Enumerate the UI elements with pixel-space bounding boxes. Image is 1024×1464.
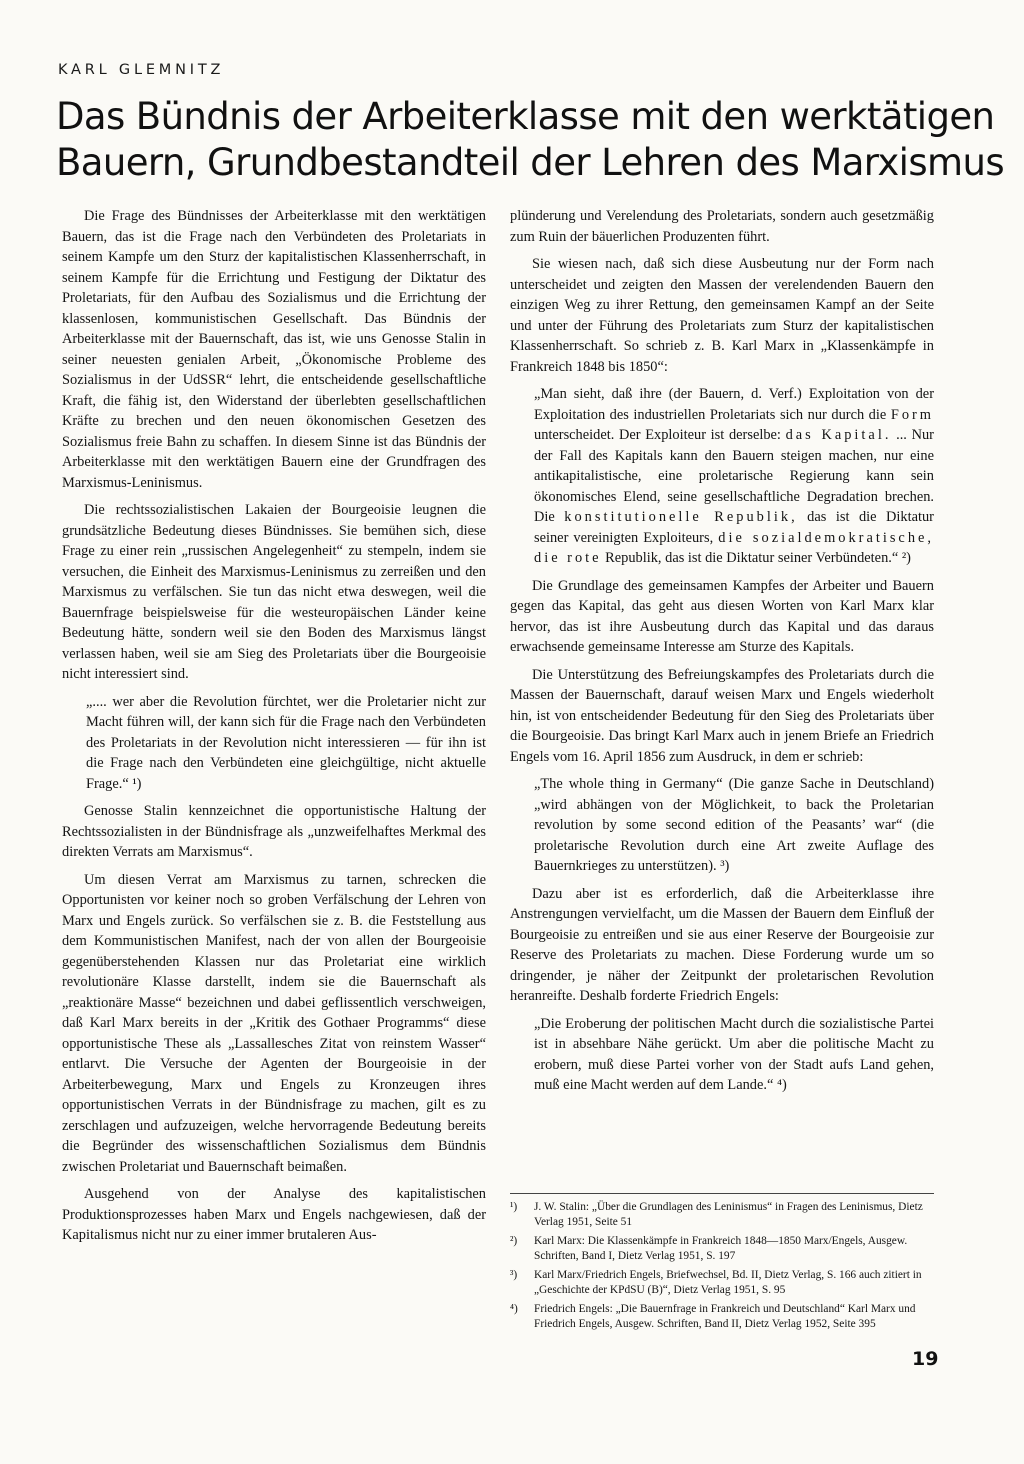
spaced-emphasis: das Kapital.: [785, 427, 892, 443]
right-column: [510, 206, 934, 1103]
footnote: [510, 1302, 934, 1332]
quotation: [86, 692, 486, 795]
quotation-text: „.... wer aber die Revolution fürchtet, wer die Proletarier nicht zur Macht führen will, der kann sich für die Frage nach den Verbündeten des Proletariats in der Revolution nicht interessieren — für ihn ist die Frage nach den Verbündeten eine gleichgültige, nicht aktuelle Frage.“ ¹): [86, 693, 486, 792]
paragraph: Um diesen Verrat am Marxismus zu tarnen, schrecken die Opportunisten vor keiner noch so groben Verfälschung der Lehren von Marx und Engels zurück. So verfälschen sie z. B. die Feststellung aus dem Kommunistischen Manifest, nach der von allen der Bourgeoisie gegenüberstehenden Klassen nur das Proletariat eine wirklich revolutionäre Klasse darstellt, indem sie die Bauernschaft als „reaktionäre Masse“ bezeichnen und dabei geflissentlich verschweigen, daß Karl Marx bereits in der „Kritik des Gothaer Programms“ diese opportunistische These als „Lassallesches Zitat von reinstem Wasser“ entlarvt. Die Versuche der Agenten der Bourgeoisie in der Arbeiterbewegung, Marx und Engels zu Kronzeugen ihres opportunistischen Verrats in der Bündnisfrage zu machen, gilt es zu zerschlagen und aufzuzeigen, welche hervorragende Bedeutung bereits die Begründer des wissenschaftlichen Sozialismus dem Bündnis zwischen Proletariat und Bauernschaft beimaßen.: [62, 871, 486, 1175]
footnote: [510, 1234, 934, 1264]
footnote: [510, 1268, 934, 1298]
footnote: [510, 1200, 934, 1230]
footnote-number: ²): [510, 1235, 518, 1247]
quotation-text: „Die Eroberung der politischen Macht durch die sozialistische Partei ist in absehbare Nähe gerückt. Um aber die politische Macht zu erobern, muß diese Partei vorher von der Stadt aufs Land gehen, muß eine Macht werden auf dem Lande.“ ⁴): [534, 1015, 934, 1093]
footnote-text: Karl Marx: Die Klassenkämpfe in Frankreich 1848—1850 Marx/Engels, Ausgew. Schriften, Band I, Dietz Verlag 1951, S. 197: [534, 1235, 908, 1262]
title-line-1: Das Bündnis der Arbeiterklasse mit den werktätigen: [56, 95, 995, 138]
article-title: [56, 94, 1005, 186]
author-name: KARL GLEMNITZ: [58, 62, 225, 78]
quote-text: das ist die Diktatur seiner vereinigten Exploiteurs,: [534, 509, 934, 546]
quote-text: „Man sieht, daß ihre (der Bauern, d. Verf.) Exploitation von der Exploitation des industriellen Proletariats sich nur durch die: [534, 386, 934, 423]
quotation: [534, 384, 934, 569]
footnote-number: ⁴): [510, 1303, 518, 1315]
paragraph: Die Frage des Bündnisses der Arbeiterklasse mit den werktätigen Bauern, das ist die Frage nach den Verbündeten des Proletariats in seinem Kampfe um den Sturz der kapitalistischen Klassenherrschaft, in seinem Kampfe für die Errichtung und Festigung der Diktatur des Proletariats, für den Aufbau des Sozialismus und die Errichtung der klassenlosen, kommunistischen Gesellschaft. Das Bündnis der Arbeiterklasse mit der Bauernschaft, das ist, wie uns Genosse Stalin in seiner neuesten genialen Arbeit, „Ökonomische Probleme des Sozialismus in der UdSSR“ lehrt, die entscheidende gesellschaftliche Kraft, die fähig ist, den Widerstand der überlebten gesellschaftlichen Kräfte zu brechen und den neuen ökonomischen Gesetzen des Sozialismus freie Bahn zu schaffen. In diesem Sinne ist das Bündnis der Arbeiterklasse mit den werktätigen Bauern eine der Grundfragen des Marxismus-Leninismus.: [62, 208, 486, 491]
footnote-number: ³): [510, 1269, 518, 1281]
footnotes: [510, 1193, 934, 1336]
spaced-emphasis: Form: [890, 406, 934, 423]
footnote-number: ¹): [510, 1201, 518, 1213]
quotation-text: „The whole thing in Germany“ (Die ganze Sache in Deutschland) „wird abhängen von der Möglichkeit, to back the Proletarian revolution by some second edition of the Peasants’ war“ (die proletarische Revolution durch eine Art zweite Auflage des Bauernkrieges zu unterstützen). ³): [534, 776, 934, 874]
footnote-text: Friedrich Engels: „Die Bauernfrage in Frankreich und Deutschland“ Karl Marx und Friedrich Engels, Ausgew. Schriften, Band II, Dietz Verlag 1952, Seite 395: [534, 1303, 916, 1330]
spaced-emphasis: konstitutionelle Republik,: [564, 509, 798, 525]
spaced-emphasis: die sozialdemokratische, die rote: [534, 529, 934, 566]
paragraph: plünderung und Verelendung des Proletariats, sondern auch gesetzmäßig zum Ruin der bäuerlichen Produzenten führt.: [510, 208, 934, 245]
quotation-text: [534, 384, 934, 569]
paragraph: Die Unterstützung des Befreiungskampfes des Proletariats durch die Massen der Bauernschaft, darauf weisen Marx und Engels wiederholt hin, ist von entscheidender Bedeutung für den Sieg des Proletariats über die Bourgeoisie. Das bringt Karl Marx auch in jenem Briefe an Friedrich Engels vom 16. April 1856 zum Ausdruck, in dem er schrieb:: [510, 666, 934, 765]
footnote-text: J. W. Stalin: „Über die Grundlagen des Leninismus“ in Fragen des Leninismus, Dietz Verlag 1951, Seite 51: [534, 1201, 923, 1228]
page-number: 19: [912, 1348, 939, 1370]
quote-text: Republik, das ist die Diktatur seiner Verbündeten.“ ²): [605, 550, 911, 566]
paragraph: Ausgehend von der Analyse des kapitalistischen Produktionsprozesses haben Marx und Engels nachgewiesen, daß der Kapitalismus nicht nur zu einer immer brutaleren Aus-: [62, 1186, 486, 1243]
left-column: [62, 206, 486, 1253]
paragraph: Die rechtssozialistischen Lakaien der Bourgeoisie leugnen die grundsätzliche Bedeutung dieses Bündnisses. Sie bemühen sich, diese Frage zu einer rein „russischen Angelegenheit“ zu stempeln, indem sie versuchen, die Einheit des Marxismus-Leninismus zu zerreißen und den Marxismus zu verfälschen. Sie tun das nicht etwa deswegen, weil die Bauernfrage beispielsweise für die westeuropäischen Länder keine Bedeutung hätte, sondern weil sie den Boden des Marxismus längst verlassen haben, weil sie am Sieg des Proletariats über die Bourgeoisie nicht interessiert sind.: [62, 502, 486, 682]
quotation: [534, 1014, 934, 1096]
paragraph: Dazu aber ist es erforderlich, daß die Arbeiterklasse ihre Anstrengungen vervielfacht, um die Massen der Bauern dem Einfluß der Bourgeoisie zu entreißen und sie aus einer Reserve der Bourgeoisie zur Reserve des Proletariats zu machen. Diese Forderung wurde um so dringender, je näher der Zeitpunkt der proletarischen Revolution heranreifte. Deshalb forderte Friedrich Engels:: [510, 885, 934, 1004]
paragraph: Die Grundlage des gemeinsamen Kampfes der Arbeiter und Bauern gegen das Kapital, das geht aus diesen Worten von Karl Marx klar hervor, das ist ihre Ausbeutung durch das Kapital und das daraus erwachsende gemeinsame Interesse am Sturze des Kapitals.: [510, 577, 934, 655]
quotation: [534, 774, 934, 877]
quote-text: unterscheidet. Der Exploiteur ist derselbe:: [534, 427, 781, 443]
paragraph: Genosse Stalin kennzeichnet die opportunistische Haltung der Rechtssozialisten in der Bündnisfrage als „unzweifelhaftes Merkmal des direkten Verrats am Marxismus“.: [62, 803, 486, 860]
title-line-2: Bauern, Grundbestandteil der Lehren des Marxismus: [56, 141, 1005, 184]
quote-text: ... Nur der Fall des Kapitals kann den Bauern steigen machen, nur eine antikapitalistische, eine proletarische Regierung kann sein ökonomisches Elend, seine gesellschaftliche Degradation brechen. Die: [534, 427, 934, 525]
footnote-text: Karl Marx/Friedrich Engels, Briefwechsel, Bd. II, Dietz Verlag, S. 166 auch zitiert in „Geschichte der KPdSU (B)“, Dietz Verlag 1951, S. 95: [534, 1269, 922, 1296]
paragraph: Sie wiesen nach, daß sich diese Ausbeutung nur der Form nach unterscheidet und zeigten den Massen der verelendenden Bauern den einzigen Weg zu ihrer Rettung, den gemeinsamen Kampf an der Seite und unter der Führung des Proletariats zum Sturz der kapitalistischen Klassenherrschaft. So schrieb z. B. Karl Marx in „Klassenkämpfe in Frankreich 1848 bis 1850“:: [510, 256, 934, 375]
